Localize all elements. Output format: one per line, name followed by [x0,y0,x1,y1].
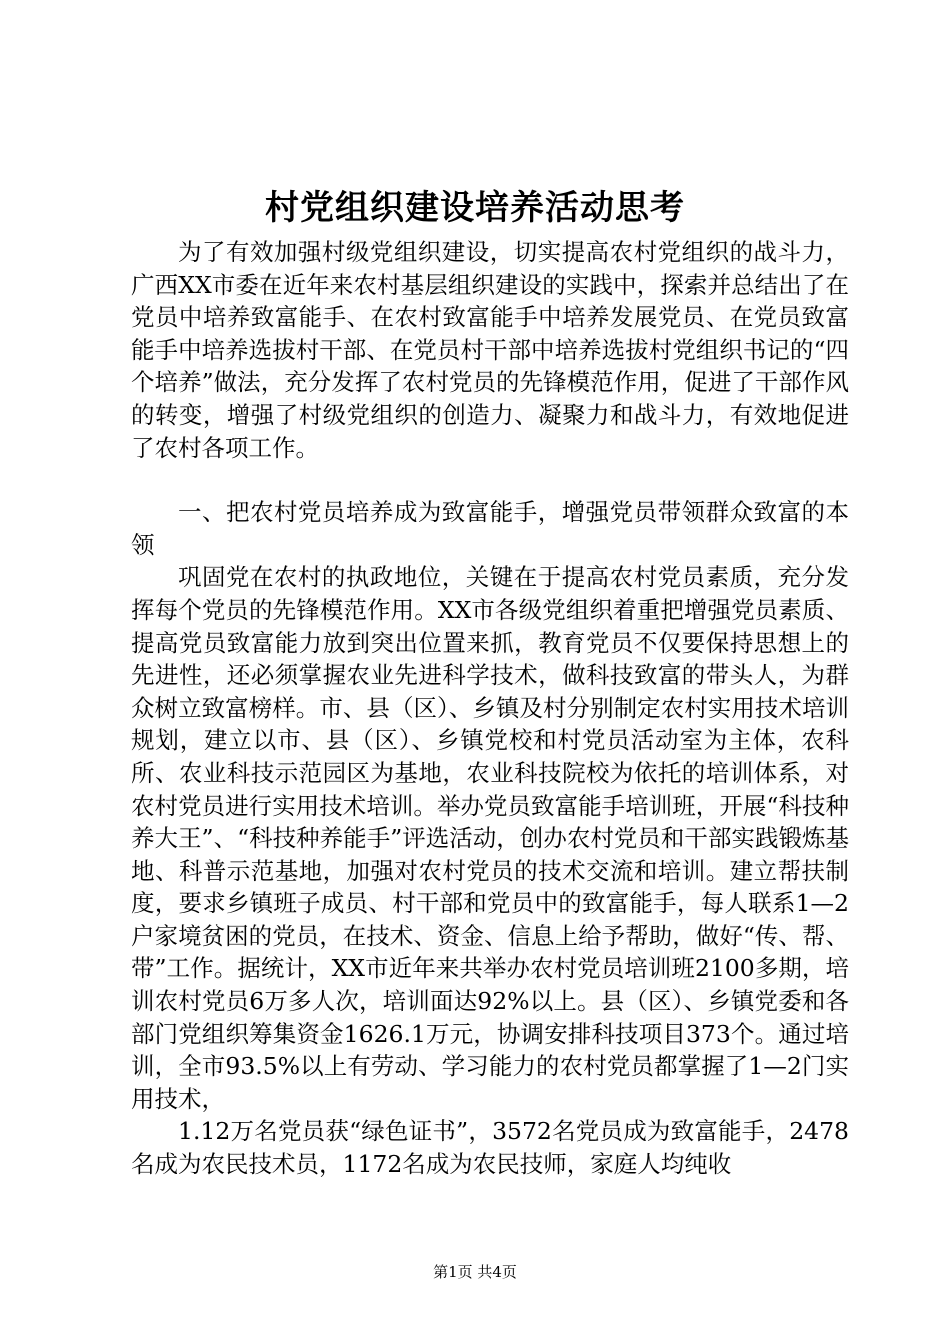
document-body [131,236,849,1181]
section-heading: 一、把农村党员培养成为致富能手，增强党员带领群众致富的本领 [131,498,849,559]
body-paragraph: 1.12万名党员获“绿色证书”，3572名党员成为致富能手，2478名成为农民技术员，1172名成为农民技师，家庭人均纯收 [131,1117,849,1179]
body-paragraph: 巩固党在农村的执政地位，关键在于提高农村党员素质，充分发挥每个党员的先锋模范作用。XX市各级党组织着重把增强党员素质、提高党员致富能力放到突出位置来抓，教育党员不仅要保持思想上的先进性，还必须掌握农业先进科学技术，做科技致富的带头人，为群众树立致富榜样。市、县（区）、乡镇及村分别制定农村实用技术培训规划，建立以市、县（区）、乡镇党校和村党员活动室为主体，农科所、农业科技示范园区为基地，农业科技院校为依托的培训体系，对农村党员进行实用技术培训。举办党员致富能手培训班，开展“科技种养大王”、“科技种养能手”评选活动，创办农村党员和干部实践锻炼基地、科普示范基地，加强对农村党员的技术交流和培训。建立帮扶制度，要求乡镇班子成员、村干部和党员中的致富能手，每人联系1—2户家境贫困的党员，在技术、资金、信息上给予帮助，做好“传、帮、带”工作。据统计，XX市近年来共举办农村党员培训班2100多期，培训农村党员6万多人次，培训面达92%以上。县（区）、乡镇党委和各部门党组织筹集资金1626.1万元，协调安排科技项目373个。通过培训，全市93.5%以上有劳动、学习能力的农村党员都掌握了1—2门实用技术， [131,563,849,1113]
document-title: 村党组织建设培养活动思考 [265,188,685,228]
intro-paragraph: 为了有效加强村级党组织建设，切实提高农村党组织的战斗力，广西XX市委在近年来农村基层组织建设的实践中，探索并总结出了在党员中培养致富能手、在农村致富能手中培养发展党员、在党员致富能手中培养选拔村干部、在党员村干部中培养选拔村党组织书记的“四个培养”做法，充分发挥了农村党员的先锋模范作用，促进了干部作风的转变，增强了村级党组织的创造力、凝聚力和战斗力，有效地促进了农村各项工作。 [131,238,849,462]
page-number: 第1页 共4页 [433,1263,517,1281]
paragraph-spacer [131,464,849,496]
